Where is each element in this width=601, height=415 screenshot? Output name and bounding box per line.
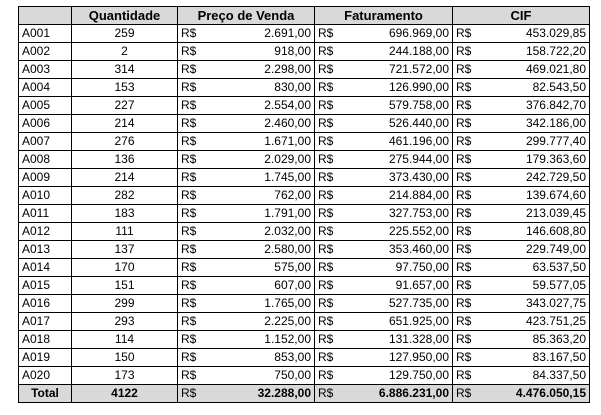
cell-faturamento-value: 225.552,00 [388, 224, 449, 238]
currency-symbol: R$ [318, 206, 334, 220]
cell-faturamento[interactable] [315, 241, 453, 259]
header-preco[interactable]: Preço de Venda [178, 7, 315, 25]
currency-symbol: R$ [456, 134, 472, 148]
cell-code[interactable]: A005 [19, 97, 72, 115]
cell-preco[interactable] [178, 277, 315, 295]
cell-preco[interactable] [178, 205, 315, 223]
table-row [19, 259, 590, 277]
table-row [19, 169, 590, 187]
cell-preco[interactable] [178, 313, 315, 331]
cell-preco-value: 2.460,00 [264, 116, 311, 130]
cell-cif[interactable] [453, 259, 590, 277]
currency-symbol: R$ [318, 98, 334, 112]
table-row [19, 241, 590, 259]
cell-preco[interactable] [178, 241, 315, 259]
cell-faturamento[interactable] [315, 187, 453, 205]
cell-preco[interactable] [178, 331, 315, 349]
cell-preco-value: 830,00 [274, 80, 311, 94]
cell-cif-value: 63.537,50 [532, 260, 586, 274]
cell-preco-value: 607,00 [274, 278, 311, 292]
cell-cif-value: 469.021,80 [525, 62, 586, 76]
cell-preco-value: 1.791,00 [264, 206, 311, 220]
cell-code[interactable]: A006 [19, 115, 72, 133]
cell-cif-value: 82.543,50 [532, 80, 586, 94]
cell-code[interactable]: A020 [19, 367, 72, 385]
table-row [19, 331, 590, 349]
currency-symbol: R$ [181, 260, 197, 274]
cell-cif[interactable] [453, 241, 590, 259]
table-row [19, 277, 590, 295]
cell-preco[interactable] [178, 115, 315, 133]
table-row [19, 97, 590, 115]
cell-cif-value: 343.027,75 [525, 296, 586, 310]
cell-faturamento-value: 327.753,00 [388, 206, 449, 220]
header-faturamento[interactable]: Faturamento [315, 7, 453, 25]
cell-code[interactable]: A015 [19, 277, 72, 295]
cell-quantidade[interactable]: 114 [72, 331, 178, 349]
cell-preco[interactable] [178, 367, 315, 385]
currency-symbol: R$ [456, 44, 472, 58]
cell-preco[interactable] [178, 79, 315, 97]
cell-faturamento-value: 91.657,00 [395, 278, 449, 292]
currency-symbol: R$ [456, 242, 472, 256]
cell-cif[interactable] [453, 367, 590, 385]
cell-quantidade[interactable]: 214 [72, 169, 178, 187]
corner-cell[interactable] [19, 7, 72, 25]
cell-code[interactable]: A009 [19, 169, 72, 187]
currency-symbol: R$ [456, 116, 472, 130]
currency-symbol: R$ [181, 44, 197, 58]
cell-preco-value: 2.691,00 [264, 26, 311, 40]
cell-cif[interactable] [453, 133, 590, 151]
cell-cif-value: 213.039,45 [525, 206, 586, 220]
cell-code[interactable]: A010 [19, 187, 72, 205]
currency-symbol: R$ [456, 62, 472, 76]
cell-faturamento-value: 461.196,00 [388, 134, 449, 148]
cell-faturamento-value: 696.969,00 [388, 26, 449, 40]
cell-faturamento-value: 126.990,00 [388, 80, 449, 94]
cell-quantidade[interactable]: 151 [72, 277, 178, 295]
cell-preco-value: 2.580,00 [264, 242, 311, 256]
cell-cif-value: 423.751,25 [525, 314, 586, 328]
cell-quantidade[interactable]: 276 [72, 133, 178, 151]
cell-cif-value: 139.674,60 [525, 188, 586, 202]
total-cif[interactable] [453, 385, 590, 403]
currency-symbol: R$ [318, 134, 334, 148]
cell-preco[interactable] [178, 133, 315, 151]
currency-symbol: R$ [181, 170, 197, 184]
cell-faturamento-value: 526.440,00 [388, 116, 449, 130]
cell-quantidade[interactable]: 136 [72, 151, 178, 169]
currency-symbol: R$ [318, 116, 334, 130]
cell-cif[interactable] [453, 79, 590, 97]
cell-preco-value: 1.671,00 [264, 134, 311, 148]
cell-faturamento[interactable] [315, 115, 453, 133]
cell-faturamento-value: 579.758,00 [388, 98, 449, 112]
currency-symbol: R$ [181, 314, 197, 328]
currency-symbol: R$ [456, 152, 472, 166]
cell-code[interactable]: A018 [19, 331, 72, 349]
cell-cif[interactable] [453, 295, 590, 313]
cell-cif[interactable] [453, 97, 590, 115]
cell-faturamento[interactable] [315, 313, 453, 331]
cell-faturamento-value: 244.188,00 [388, 44, 449, 58]
currency-symbol: R$ [456, 296, 472, 310]
table-row [19, 133, 590, 151]
currency-symbol: R$ [318, 314, 334, 328]
currency-symbol: R$ [318, 278, 334, 292]
cell-faturamento-value: 527.735,00 [388, 296, 449, 310]
cell-code[interactable]: A001 [19, 25, 72, 43]
cell-faturamento[interactable] [315, 133, 453, 151]
cell-code[interactable]: A019 [19, 349, 72, 367]
cell-faturamento-value: 97.750,00 [395, 260, 449, 274]
cell-faturamento[interactable] [315, 25, 453, 43]
cell-code[interactable]: A014 [19, 259, 72, 277]
currency-symbol: R$ [181, 332, 197, 346]
cell-cif[interactable] [453, 61, 590, 79]
cell-faturamento[interactable] [315, 97, 453, 115]
currency-symbol: R$ [181, 188, 197, 202]
cell-cif[interactable] [453, 43, 590, 61]
cell-code[interactable]: A011 [19, 205, 72, 223]
cell-preco[interactable] [178, 187, 315, 205]
cell-cif-value: 242.729,50 [525, 170, 586, 184]
cell-preco[interactable] [178, 295, 315, 313]
cell-quantidade[interactable]: 183 [72, 205, 178, 223]
cell-preco[interactable] [178, 43, 315, 61]
cell-code[interactable]: A017 [19, 313, 72, 331]
cell-code[interactable]: A008 [19, 151, 72, 169]
currency-symbol: R$ [318, 44, 334, 58]
cell-cif-value: 342.186,00 [525, 116, 586, 130]
currency-symbol: R$ [456, 26, 472, 40]
cell-cif[interactable] [453, 187, 590, 205]
currency-symbol: R$ [456, 80, 472, 94]
cell-cif-value: 376.842,70 [525, 98, 586, 112]
cell-faturamento[interactable] [315, 367, 453, 385]
cell-preco[interactable] [178, 151, 315, 169]
currency-symbol: R$ [318, 170, 334, 184]
currency-symbol: R$ [318, 152, 334, 166]
currency-symbol: R$ [456, 278, 472, 292]
currency-symbol: R$ [456, 314, 472, 328]
cell-faturamento-value: 131.328,00 [388, 332, 449, 346]
cell-quantidade[interactable]: 282 [72, 187, 178, 205]
cell-quantidade[interactable]: 299 [72, 295, 178, 313]
total-label[interactable]: Total [19, 385, 72, 403]
cell-preco-value: 750,00 [274, 368, 311, 382]
cell-preco-value: 1.765,00 [264, 296, 311, 310]
table-row [19, 205, 590, 223]
cell-cif[interactable] [453, 349, 590, 367]
currency-symbol: R$ [318, 224, 334, 238]
table-row [19, 295, 590, 313]
table-row [19, 313, 590, 331]
currency-symbol: R$ [181, 242, 197, 256]
cell-code[interactable]: A013 [19, 241, 72, 259]
cell-quantidade[interactable]: 314 [72, 61, 178, 79]
cell-quantidade[interactable]: 137 [72, 241, 178, 259]
cell-preco-value: 2.554,00 [264, 98, 311, 112]
currency-symbol: R$ [181, 134, 197, 148]
currency-symbol: R$ [318, 332, 334, 346]
table-row [19, 61, 590, 79]
currency-symbol: R$ [181, 98, 197, 112]
cell-faturamento-value: 129.750,00 [388, 368, 449, 382]
table-row [19, 115, 590, 133]
cell-preco[interactable] [178, 169, 315, 187]
cell-cif-value: 85.363,20 [532, 332, 586, 346]
cell-faturamento-value: 721.572,00 [388, 62, 449, 76]
cell-faturamento[interactable] [315, 169, 453, 187]
cell-preco[interactable] [178, 223, 315, 241]
cell-cif-value: 59.577,05 [532, 278, 586, 292]
cell-code[interactable]: A002 [19, 43, 72, 61]
table-row [19, 349, 590, 367]
cell-code[interactable]: A007 [19, 133, 72, 151]
table-body [19, 25, 590, 385]
currency-symbol: R$ [181, 80, 197, 94]
header-cif[interactable]: CIF [453, 7, 590, 25]
cell-preco-value: 2.029,00 [264, 152, 311, 166]
currency-symbol: R$ [181, 224, 197, 238]
cell-faturamento-value: 651.925,00 [388, 314, 449, 328]
total-cif-value: 4.476.050,15 [515, 386, 586, 400]
currency-symbol: R$ [456, 386, 472, 400]
currency-symbol: R$ [456, 98, 472, 112]
currency-symbol: R$ [181, 296, 197, 310]
total-qty[interactable]: 4122 [72, 385, 178, 403]
cell-cif-value: 299.777,40 [525, 134, 586, 148]
currency-symbol: R$ [456, 332, 472, 346]
cell-cif[interactable] [453, 205, 590, 223]
cell-faturamento[interactable] [315, 331, 453, 349]
currency-symbol: R$ [181, 350, 197, 364]
cell-faturamento-value: 214.884,00 [388, 188, 449, 202]
cell-cif[interactable] [453, 151, 590, 169]
total-row [19, 385, 590, 403]
cell-faturamento-value: 353.460,00 [388, 242, 449, 256]
cell-cif[interactable] [453, 313, 590, 331]
cell-quantidade[interactable]: 150 [72, 349, 178, 367]
cell-preco[interactable] [178, 259, 315, 277]
cell-faturamento[interactable] [315, 61, 453, 79]
currency-symbol: R$ [318, 26, 334, 40]
cell-code[interactable]: A012 [19, 223, 72, 241]
currency-symbol: R$ [456, 206, 472, 220]
cell-preco[interactable] [178, 25, 315, 43]
cell-cif-value: 146.608,80 [525, 224, 586, 238]
currency-symbol: R$ [181, 206, 197, 220]
table-row [19, 367, 590, 385]
currency-symbol: R$ [456, 224, 472, 238]
currency-symbol: R$ [318, 242, 334, 256]
cell-faturamento-value: 127.950,00 [388, 350, 449, 364]
cell-cif[interactable] [453, 115, 590, 133]
currency-symbol: R$ [181, 278, 197, 292]
currency-symbol: R$ [318, 62, 334, 76]
cell-code[interactable]: A004 [19, 79, 72, 97]
cell-cif-value: 179.363,60 [525, 152, 586, 166]
cell-preco-value: 2.032,00 [264, 224, 311, 238]
currency-symbol: R$ [318, 386, 334, 400]
currency-symbol: R$ [456, 170, 472, 184]
currency-symbol: R$ [456, 188, 472, 202]
currency-symbol: R$ [181, 62, 197, 76]
cell-cif-value: 83.167,50 [532, 350, 586, 364]
cell-faturamento[interactable] [315, 295, 453, 313]
cell-cif[interactable] [453, 223, 590, 241]
total-preco[interactable] [178, 385, 315, 403]
cell-faturamento[interactable] [315, 205, 453, 223]
cell-quantidade[interactable]: 170 [72, 259, 178, 277]
table-row [19, 187, 590, 205]
currency-symbol: R$ [456, 350, 472, 364]
cell-quantidade[interactable]: 153 [72, 79, 178, 97]
cell-quantidade[interactable]: 293 [72, 313, 178, 331]
cell-faturamento[interactable] [315, 151, 453, 169]
table-row [19, 151, 590, 169]
cell-faturamento[interactable] [315, 349, 453, 367]
currency-symbol: R$ [318, 296, 334, 310]
cell-quantidade[interactable]: 2 [72, 43, 178, 61]
total-preco-value: 32.288,00 [257, 386, 311, 400]
cell-preco[interactable] [178, 61, 315, 79]
cell-quantidade[interactable]: 227 [72, 97, 178, 115]
currency-symbol: R$ [181, 368, 197, 382]
total-faturamento-value: 6.886.231,00 [378, 386, 449, 400]
cell-faturamento[interactable] [315, 277, 453, 295]
cell-preco-value: 575,00 [274, 260, 311, 274]
currency-symbol: R$ [456, 368, 472, 382]
currency-symbol: R$ [181, 26, 197, 40]
currency-symbol: R$ [181, 152, 197, 166]
cell-faturamento[interactable] [315, 259, 453, 277]
cell-preco-value: 918,00 [274, 44, 311, 58]
cell-faturamento[interactable] [315, 79, 453, 97]
header-row [19, 7, 590, 25]
cell-preco-value: 2.225,00 [264, 314, 311, 328]
cell-preco-value: 762,00 [274, 188, 311, 202]
cell-cif-value: 453.029,85 [525, 26, 586, 40]
currency-symbol: R$ [318, 80, 334, 94]
spreadsheet-table [18, 6, 590, 403]
cell-faturamento-value: 373.430,00 [388, 170, 449, 184]
table-row [19, 43, 590, 61]
cell-preco-value: 1.745,00 [264, 170, 311, 184]
cell-quantidade[interactable]: 111 [72, 223, 178, 241]
cell-cif-value: 229.749,00 [525, 242, 586, 256]
cell-cif[interactable] [453, 25, 590, 43]
cell-quantidade[interactable]: 259 [72, 25, 178, 43]
currency-symbol: R$ [456, 260, 472, 274]
cell-cif-value: 84.337,50 [532, 368, 586, 382]
currency-symbol: R$ [181, 386, 197, 400]
cell-faturamento[interactable] [315, 223, 453, 241]
currency-symbol: R$ [318, 260, 334, 274]
table-row [19, 79, 590, 97]
cell-cif-value: 158.722,20 [525, 44, 586, 58]
cell-preco-value: 2.298,00 [264, 62, 311, 76]
cell-preco[interactable] [178, 349, 315, 367]
cell-cif[interactable] [453, 277, 590, 295]
total-faturamento[interactable] [315, 385, 453, 403]
cell-preco-value: 1.152,00 [264, 332, 311, 346]
cell-faturamento-value: 275.944,00 [388, 152, 449, 166]
header-quantidade[interactable]: Quantidade [72, 7, 178, 25]
cell-quantidade[interactable]: 173 [72, 367, 178, 385]
table-row [19, 25, 590, 43]
cell-cif[interactable] [453, 331, 590, 349]
currency-symbol: R$ [318, 188, 334, 202]
table-row [19, 223, 590, 241]
currency-symbol: R$ [318, 368, 334, 382]
cell-preco-value: 853,00 [274, 350, 311, 364]
cell-code[interactable]: A003 [19, 61, 72, 79]
cell-quantidade[interactable]: 214 [72, 115, 178, 133]
cell-preco[interactable] [178, 97, 315, 115]
cell-faturamento[interactable] [315, 43, 453, 61]
cell-cif[interactable] [453, 169, 590, 187]
currency-symbol: R$ [318, 350, 334, 364]
currency-symbol: R$ [181, 116, 197, 130]
cell-code[interactable]: A016 [19, 295, 72, 313]
